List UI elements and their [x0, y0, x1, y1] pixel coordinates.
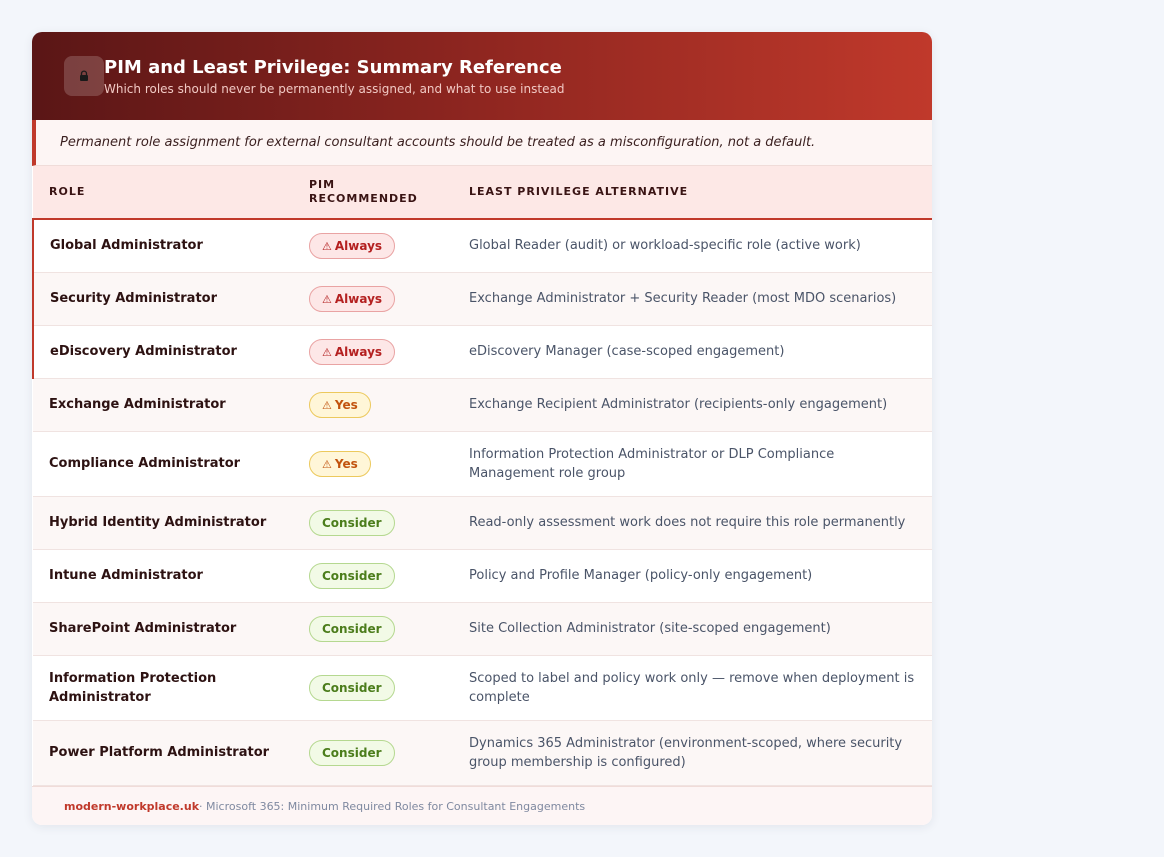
pim-cell [293, 219, 453, 272]
pim-badge-label: Consider [322, 515, 382, 530]
table-row [33, 549, 932, 602]
role-name: Power Platform Administrator [49, 745, 270, 760]
least-privilege-alternative: Global Reader (audit) or workload-specific role (active work) [469, 238, 861, 254]
least-privilege-alternative: Exchange Administrator + Security Reader (most MDO scenarios) [469, 291, 897, 306]
pim-badge-label: Always [334, 291, 383, 306]
footer-site-link[interactable]: modern-workplace.uk [64, 799, 200, 813]
pim-cell [293, 655, 453, 720]
table-row [33, 431, 932, 496]
pim-cell [293, 431, 453, 496]
warning-icon: ⚠ [322, 239, 332, 253]
pim-cell [293, 378, 453, 431]
role-name: Global Administrator [33, 219, 293, 272]
pim-badge [309, 616, 395, 642]
pim-cell [293, 272, 453, 325]
table-header-row [33, 166, 932, 219]
least-privilege-alternative: Read-only assessment work does not require this role permanently [469, 515, 906, 530]
pim-badge-label: Yes [334, 397, 358, 412]
pim-badge-label: Consider [322, 621, 382, 636]
least-privilege-alternative: Information Protection Administrator or DLP Compliance Management role group [469, 446, 835, 481]
least-privilege-alternative: Policy and Profile Manager (policy-only engagement) [469, 568, 813, 583]
pim-badge-label: Always [334, 344, 383, 359]
role-name: Information Protection Administrator [49, 670, 217, 705]
least-privilege-alternative: Dynamics 365 Administrator (environment-scoped, where security group membership is configured) [469, 735, 903, 770]
pim-badge [309, 233, 395, 259]
pim-badge [309, 451, 371, 477]
pim-cell [293, 549, 453, 602]
pim-badge [309, 392, 371, 418]
pim-cell [293, 602, 453, 655]
table-row [33, 496, 932, 549]
pim-badge [309, 286, 395, 312]
column-header-role: ROLE [33, 166, 293, 219]
least-privilege-alternative: Site Collection Administrator (site-scoped engagement) [469, 621, 831, 636]
warning-note: Permanent role assignment for external consultant accounts should be treated as a misconfiguration, not a default. [32, 120, 932, 166]
pim-cell [293, 496, 453, 549]
card-footer [32, 786, 932, 825]
role-name: Hybrid Identity Administrator [49, 515, 267, 530]
warning-icon: ⚠ [322, 398, 332, 412]
warning-icon: ⚠ [322, 457, 332, 471]
table-row [33, 378, 932, 431]
pim-badge [309, 740, 395, 766]
pim-badge [309, 339, 395, 365]
table-row [33, 655, 932, 720]
pim-badge [309, 563, 395, 589]
role-name: SharePoint Administrator [49, 621, 237, 636]
table-row [33, 219, 932, 272]
pim-badge-label: Yes [334, 456, 358, 471]
reference-card [32, 32, 932, 825]
pim-cell [293, 720, 453, 785]
least-privilege-alternative: eDiscovery Manager (case-scoped engagement) [469, 344, 785, 359]
least-privilege-alternative: Exchange Recipient Administrator (recipients-only engagement) [469, 397, 888, 412]
pim-badge [309, 510, 395, 536]
column-header-pim: PIM RECOMMENDED [293, 166, 453, 219]
role-name: Compliance Administrator [49, 456, 241, 471]
least-privilege-alternative: Scoped to label and policy work only — remove when deployment is complete [469, 670, 915, 705]
column-header-alternative: LEAST PRIVILEGE ALTERNATIVE [453, 166, 932, 219]
pim-badge [309, 675, 395, 701]
pim-badge-label: Consider [322, 745, 382, 760]
footer-description: · Microsoft 365: Minimum Required Roles for Consultant Engagements [199, 799, 586, 813]
pim-cell [293, 325, 453, 378]
lock-icon [64, 56, 104, 96]
table-row [33, 325, 932, 378]
table-row [33, 272, 932, 325]
pim-badge-label: Consider [322, 568, 382, 583]
pim-badge-label: Consider [322, 680, 382, 695]
role-name: Exchange Administrator [49, 397, 226, 412]
table-row [33, 602, 932, 655]
warning-icon: ⚠ [322, 345, 332, 359]
page-subtitle: Which roles should never be permanently assigned, and what to use instead [104, 82, 565, 96]
card-header [32, 32, 932, 120]
page-title: PIM and Least Privilege: Summary Reference [104, 57, 562, 78]
role-name: Security Administrator [33, 272, 293, 325]
role-name: Intune Administrator [49, 568, 203, 583]
pim-badge-label: Always [334, 238, 383, 253]
table-row [33, 720, 932, 785]
warning-icon: ⚠ [322, 292, 332, 306]
roles-table [32, 166, 932, 786]
role-name: eDiscovery Administrator [33, 325, 293, 378]
